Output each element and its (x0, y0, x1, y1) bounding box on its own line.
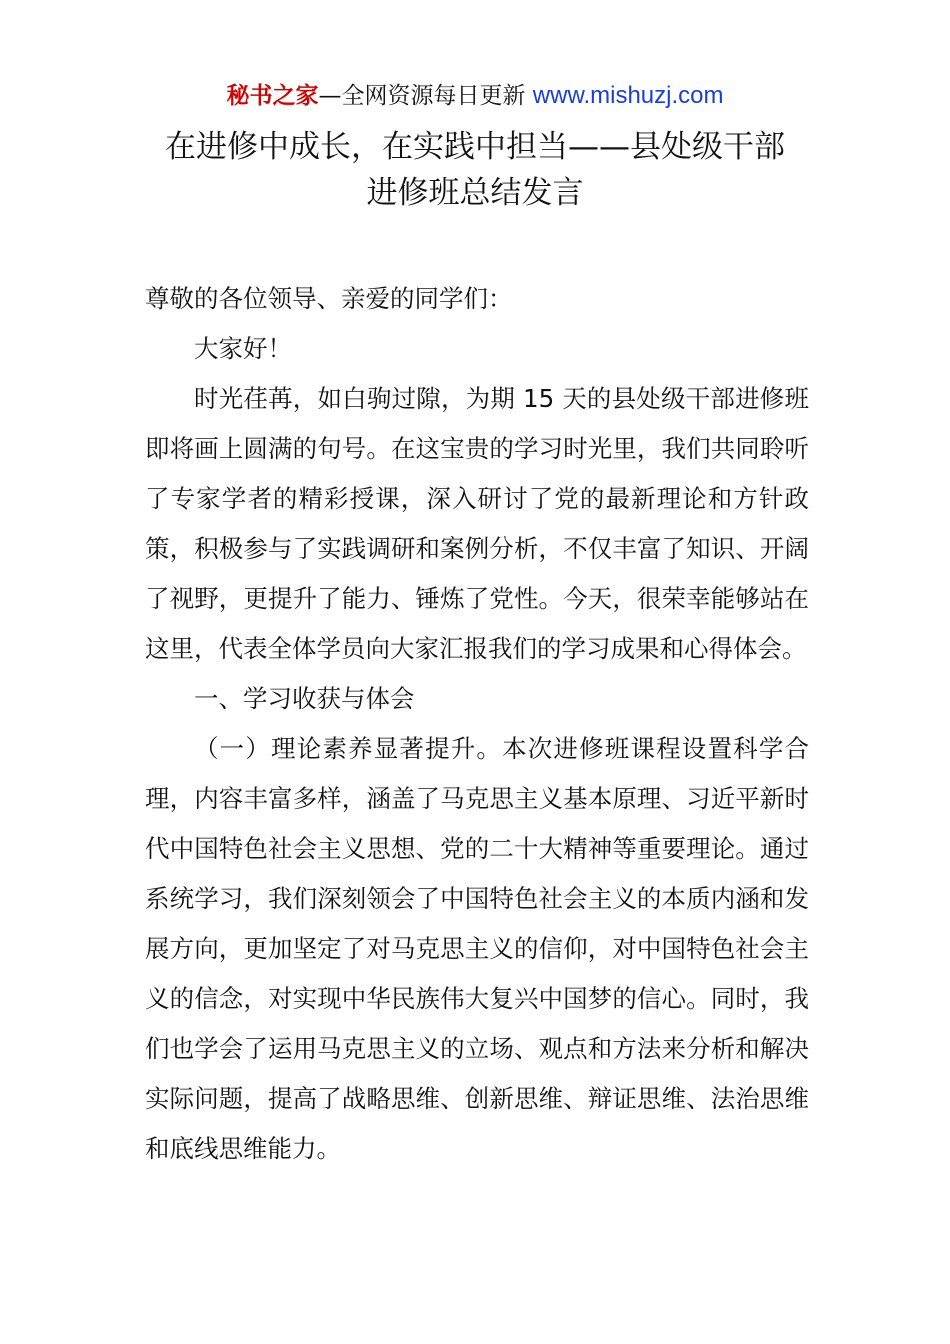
site-url-link[interactable]: www.mishuzj.com (532, 82, 724, 109)
paragraph-theory: （一）理论素养显著提升。本次进修班课程设置科学合理，内容丰富多样，涵盖了马克思主义基本原理、习近平新时代中国特色社会主义思想、党的二十大精神等重要理论。通过系统学习，我们深刻领会了中国特色社会主义的本质内涵和发展方向，更加坚定了对马克思主义的信仰，对中国特色社会主义的信念，对实现中华民族伟大复兴中国梦的信心。同时，我们也学会了运用马克思主义的立场、观点和方法来分析和解决实际问题，提高了战略思维、创新思维、辩证思维、法治思维和底线思维能力。 (145, 734, 809, 1163)
title-line-2: 进修班总结发言 (366, 175, 584, 211)
paragraph-intro: 时光荏苒，如白驹过隙，为期 15 天的县处级干部进修班即将画上圆满的句号。在这宝贵的学习时光里，我们共同聆听了专家学者的精彩授课，深入研讨了党的最新理论和方针政策，积极参与了实践调研和案例分析，不仅丰富了知识、开阔了视野，更提升了能力、锤炼了党性。今天，很荣幸能够站在这里，代表全体学员向大家汇报我们的学习成果和心得体会。 (145, 384, 809, 663)
brand-name: 秘书之家 (226, 83, 319, 109)
header-tagline: —全网资源每日更新 (318, 83, 533, 109)
title-line-1: 在进修中成长，在实践中担当——县处级干部 (165, 129, 785, 165)
document-title (0, 124, 950, 216)
salutation: 尊敬的各位领导、亲爱的同学们： (145, 284, 513, 313)
document-body (145, 274, 809, 1174)
section-heading: 一、学习收获与体会 (194, 684, 415, 713)
site-header (0, 80, 950, 112)
greeting: 大家好！ (194, 334, 292, 363)
